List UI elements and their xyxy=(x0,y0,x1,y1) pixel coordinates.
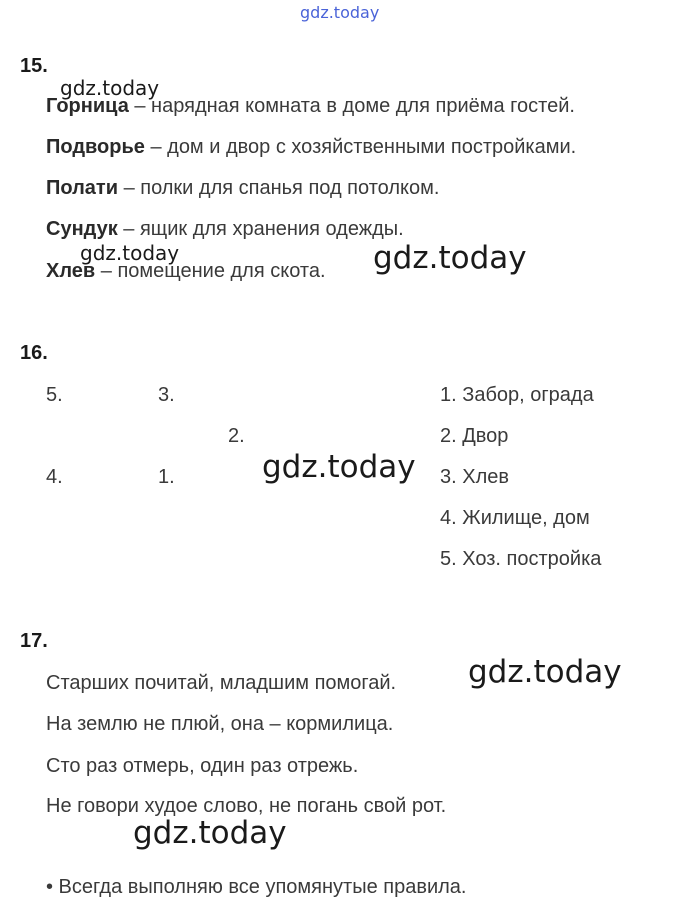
watermark-top: gdz.today xyxy=(300,3,380,22)
watermark: gdz.today xyxy=(80,241,180,265)
picture-number-2: 2. xyxy=(228,425,245,447)
term: Горница xyxy=(46,95,129,117)
watermark: gdz.today xyxy=(468,654,622,690)
picture-number-4: 4. xyxy=(46,466,63,488)
conclusion-line: • Всегда выполняю все упомянутые правила. xyxy=(46,876,467,898)
term: Сундук xyxy=(46,218,118,240)
picture-number-1: 1. xyxy=(158,466,175,488)
definition: – помещение для скота. xyxy=(95,260,326,282)
watermark: gdz.today xyxy=(60,76,160,100)
definition-line xyxy=(46,218,404,241)
task-number-15: 15. xyxy=(20,55,48,77)
answer-item: 4. Жилище, дом xyxy=(440,507,590,529)
answer-item: 3. Хлев xyxy=(440,466,509,488)
watermark: gdz.today xyxy=(373,240,527,276)
term: Хлев xyxy=(46,260,96,282)
answer-item: 1. Забор, ограда xyxy=(440,384,594,406)
proverb-line: Не говори худое слово, не погань свой рот. xyxy=(46,795,447,817)
proverb-line: Старших почитай, младшим помогай. xyxy=(46,672,397,694)
definition-line xyxy=(46,177,439,200)
task-number-17: 17. xyxy=(20,630,48,652)
watermark: gdz.today xyxy=(262,449,416,485)
proverb-line: На землю не плюй, она – кормилица. xyxy=(46,713,394,735)
definition-line xyxy=(46,136,576,159)
watermark: gdz.today xyxy=(133,815,287,851)
task-number-16: 16. xyxy=(20,342,48,364)
definition: – дом и двор с хозяйственными постройками. xyxy=(144,136,577,158)
answer-item: 2. Двор xyxy=(440,425,509,447)
definition: – нарядная комната в доме для приёма гостей. xyxy=(128,95,575,117)
picture-number-5: 5. xyxy=(46,384,63,406)
definition: – ящик для хранения одежды. xyxy=(117,218,404,240)
definition: – полки для спанья под потолком. xyxy=(118,177,440,199)
answer-item: 5. Хоз. постройка xyxy=(440,548,602,570)
term: Подворье xyxy=(46,136,145,158)
picture-number-3: 3. xyxy=(158,384,175,406)
term: Полати xyxy=(46,177,119,199)
proverb-line: Сто раз отмерь, один раз отрежь. xyxy=(46,755,359,777)
